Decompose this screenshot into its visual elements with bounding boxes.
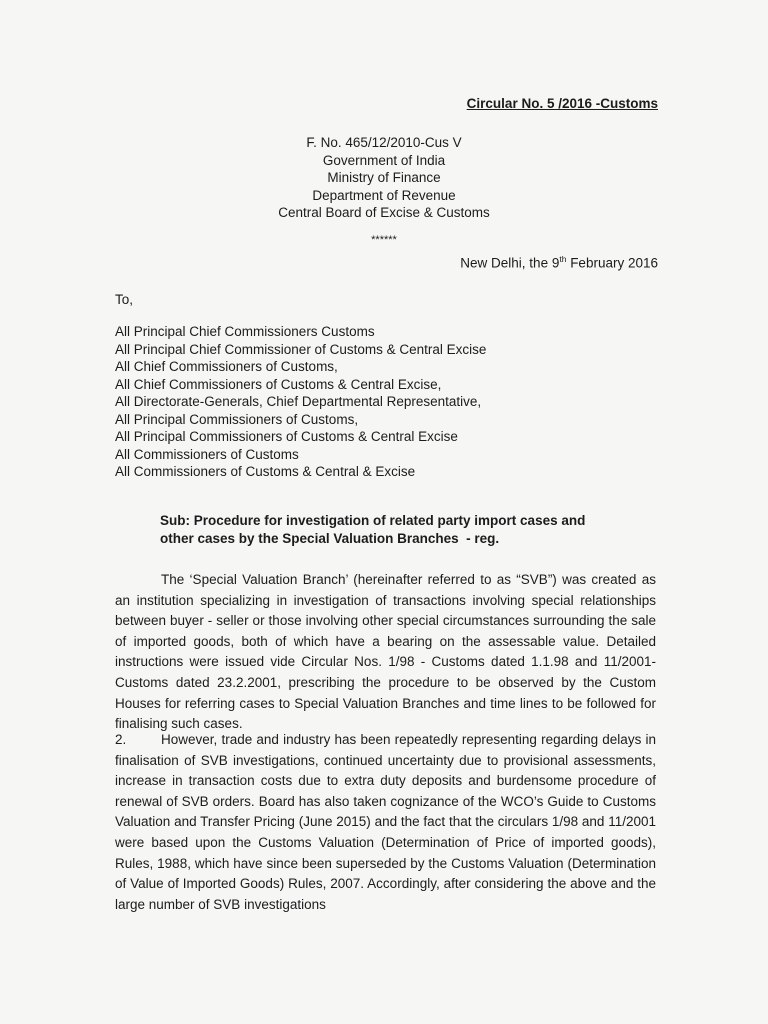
paragraph-1: The ‘Special Valuation Branch’ (hereinafter referred to as “SVB”) was created as an institution specializing in investigation of transactions involving special relationships between buyer - seller or those involving other special circumstances surrounding the sale of imported goods, both of which have a bearing on the assessable value. Detailed instructions were issued vide Circular Nos. 1/98 - Customs dated 1.1.98 and 11/2001-Customs dated 23.2.2001, prescribing the procedure to be observed by the Custom Houses for referring cases to Special Valuation Branches and time lines to be followed for finalising such cases. — [115, 572, 656, 732]
recipient-item: All Commissioners of Customs — [115, 446, 299, 462]
date-prefix: New Delhi, the 9 — [460, 255, 560, 271]
board-line: Central Board of Excise & Customs — [278, 205, 490, 220]
recipient-item: All Chief Commissioners of Customs, — [115, 359, 338, 374]
to-label: To, — [115, 292, 134, 307]
date-line — [460, 254, 658, 271]
recipient-item: All Principal Commissioners of Customs & Central Excise — [115, 429, 458, 444]
date-rest: February 2016 — [566, 255, 658, 271]
file-number: F. No. 465/12/2010-Cus V — [306, 135, 462, 150]
circular-number: Circular No. 5 /2016 -Customs — [466, 96, 658, 111]
paragraph-2-text: However, trade and industry has been repeatedly representing regarding delays in finalisation of SVB investigations, continued uncertainty due to provisional assessments, increase in transaction costs due to extra duty deposits and burdensome procedure of renewal of SVB orders. Board has also taken cognizance of the WCO’s Guide to Customs Valuation and Transfer Pricing (June 2015) and the fact that the circulars 1/98 and 11/2001 were based upon the Customs Valuation (Determination of Price of imported goods), Rules, 1988, which have since been superseded by the Customs Valuation (Determination of Value of Imported Goods) Rules, 2007. Accordingly, after considering the above and the large number of SVB investigations — [115, 732, 656, 912]
recipient-item: All Directorate-Generals, Chief Departmental Representative, — [115, 394, 482, 409]
paragraph-number: 2. — [115, 732, 127, 747]
recipient-item: All Principal Chief Commissioner of Customs & Central Excise — [115, 341, 487, 357]
date-suffix: th — [559, 254, 567, 264]
recipient-item: All Commissioners of Customs & Central & Excise — [115, 464, 416, 479]
recipient-item: All Principal Commissioners of Customs, — [115, 411, 359, 427]
government-line: Government of India — [322, 152, 446, 168]
subject-line-1: Sub: Procedure for investigation of related party import cases and — [160, 513, 586, 528]
subject — [160, 512, 620, 548]
letterhead — [0, 134, 768, 222]
paragraph-2 — [115, 730, 656, 915]
recipient-list — [115, 323, 486, 481]
separator-stars: ****** — [371, 234, 397, 246]
recipient-item: All Chief Commissioners of Customs & Central Excise, — [115, 376, 442, 392]
subject-line-2: other cases by the Special Valuation Branches - reg. — [160, 531, 500, 546]
department-line: Department of Revenue — [312, 187, 456, 203]
recipient-item: All Principal Chief Commissioners Customs — [115, 324, 375, 339]
ministry-line: Ministry of Finance — [327, 170, 441, 185]
